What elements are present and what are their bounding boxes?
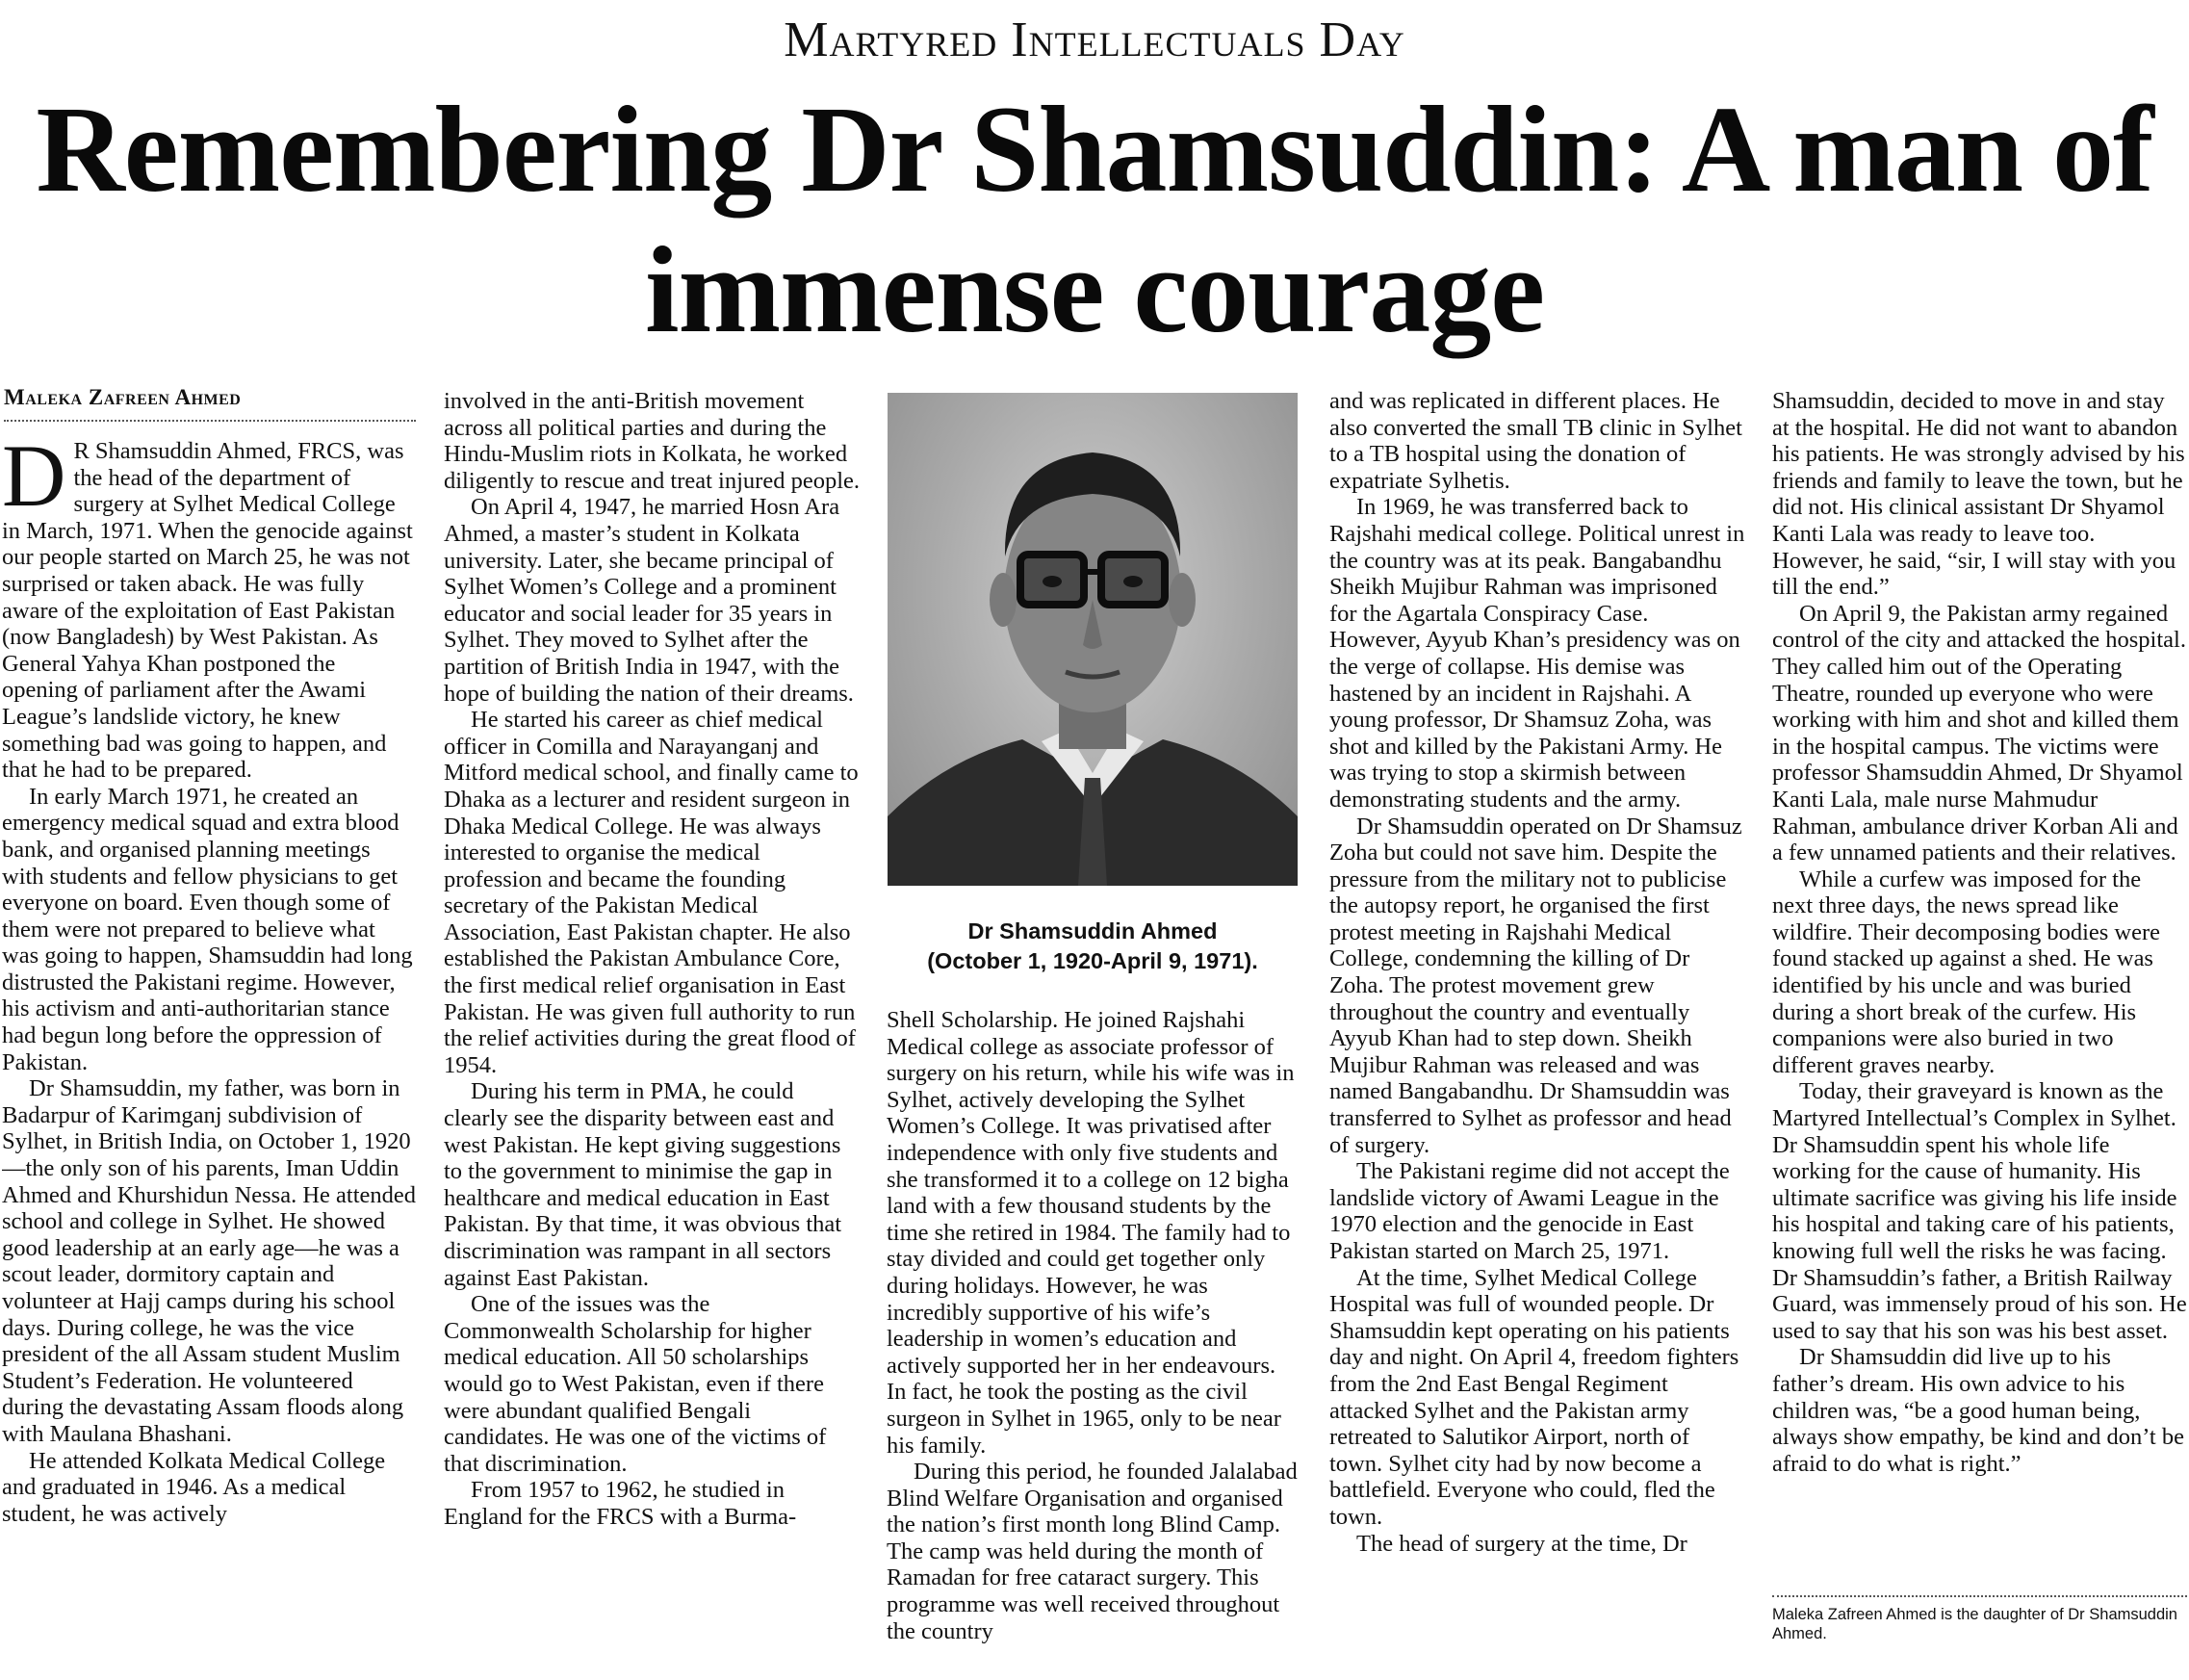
drop-cap: D <box>2 438 66 525</box>
paragraph: Dr Shamsuddin did live up to his father’s dream. His own advice to his children was, “be a good human being, always show empathy, be kind and don’t be afraid to do what is right.” <box>1772 1344 2184 1477</box>
paragraph: He attended Kolkata Medical College and graduated in 1946. As a medical student, he was actively <box>2 1447 386 1527</box>
paragraph: One of the issues was the Commonwealth Scholarship for higher medical education. All 50 scholarships would go to West Pakistan, even if there were abundant qualified Bengali candidates. He was one of the victims of that discrimination. <box>444 1291 827 1477</box>
paragraph: Dr Shamsuddin, my father, was born in Badarpur of Karimganj subdivision of Sylhet, in British India, on October 1, 1920—the only son of his parents, Iman Uddin Ahmed and Khurshidun Nessa. He attended school and college in Sylhet. He showed good leadership at an early age—he was a scout leader, dormitory captain and volunteer at Hajj camps during his school days. During college, he was the vice president of the all Assam student Muslim Student’s Federation. He volunteered during the devastating Assam floods along with Maulana Bhashani. <box>2 1075 416 1447</box>
paragraph: In 1969, he was transferred back to Rajshahi medical college. Political unrest in the country was at its peak. Bangabandhu Sheikh Mujibur Rahman was imprisoned for the Agartala Conspiracy Case. However, Ayyub Khan’s presidency was on the verge of collapse. His demise was hastened by an incident in Rajshahi. A young professor, Dr Shamsuz Zoha, was shot and killed by the Pakistani Army. He was trying to stop a skirmish between demonstrating students and the army. <box>1329 494 1745 813</box>
paragraph: Dr Shamsuddin operated on Dr Shamsuz Zoha but could not save him. Despite the pressure from the military not to publicise the autopsy report, he organised the first protest meeting in Rajshahi Medical College, condemning the killing of Dr Zoha. The protest movement grew throughout the country and eventually Ayyub Khan had to step down. Sheikh Mujibur Rahman was released and was named Bangabandhu. Dr Shamsuddin was transferred to Sylhet as professor and head of surgery. <box>1329 813 1742 1158</box>
caption-name: Dr Shamsuddin Ahmed <box>967 918 1218 943</box>
paragraph: While a curfew was imposed for the next three days, the news spread like wildfire. Their decomposing bodies were found stacked up against a shed. He was identified by his uncle and was buried during a short break of the curfew. His companions were also buried in two different graves nearby. <box>1772 866 2161 1078</box>
portrait-illustration <box>888 393 1298 886</box>
paragraph: The head of surgery at the time, Dr <box>1356 1530 1687 1557</box>
paragraph: Today, their graveyard is known as the Martyred Intellectual’s Complex in Sylhet. Dr Shamsuddin spent his whole life working for the cause of humanity. His ultimate sacrifice was giving his life inside his hospital and taking care of his patients, knowing full well the risks he was facing. Dr Shamsuddin’s father, a British Railway Guard, was immensely proud of his son. He used to say that his son was his best asset. <box>1772 1078 2187 1344</box>
article-column-2 <box>444 388 860 1680</box>
article-column-3 <box>887 1007 1299 1680</box>
headline: Remembering Dr Shamsuddin: A man of immense courage <box>36 81 2153 358</box>
photo-caption <box>888 917 1298 976</box>
paragraph: The Pakistani regime did not accept the landslide victory of Awami League in the 1970 election and the genocide in East Pakistan started on March 25, 1971. <box>1329 1158 1730 1264</box>
paragraph: On April 9, the Pakistan army regained control of the city and attacked the hospital. They called him out of the Operating Theatre, rounded up everyone who were working with him and shot and killed them in the hospital campus. The victims were professor Shamsuddin Ahmed, Dr Shyamol Kanti Lala, male nurse Mahmudur Rahman, ambulance driver Korban Ali and a few unnamed patients and their relatives. <box>1772 600 2186 866</box>
paragraph: During his term in PMA, he could clearly see the disparity between east and west Pakistan. He kept giving suggestions to the government to minimise the gap in healthcare and medical education in East Pakistan. By that time, it was obvious that discrimination was rampant in all sectors against East Pakistan. <box>444 1078 842 1291</box>
byline: Maleka Zafreen Ahmed <box>4 385 416 422</box>
article-column-1 <box>2 438 416 1680</box>
paragraph: Shamsuddin, decided to move in and stay at the hospital. He did not want to abandon his patients. He was strongly advised by his friends and family to leave the town, but he did not. His clinical assistant Dr Shyamol Kanti Lala was ready to leave too. However, he said, “sir, I will stay with you till the end.” <box>1772 388 2185 601</box>
paragraph: Shell Scholarship. He joined Rajshahi Medical college as associate professor of surgery on his return, while his wife was in Sylhet, actively developing the Sylhet Women’s College. It was privatised after independence with only five students and she transformed it to a college on 12 bigha land with a few thousand students by the time she retired in 1984. The family had to stay divided and could get together only during holidays. However, he was incredibly supportive of his wife’s leadership in women’s education and actively supported her in her endeavours. In fact, he took the posting as the civil surgeon in Sylhet in 1965, only to be near his family. <box>887 1007 1295 1459</box>
portrait-photo <box>888 393 1298 886</box>
paragraph: In early March 1971, he created an emergency medical squad and extra blood bank, and organised planning meetings with students and fellow physicians to get everyone on board. Even though some of them were not prepared to believe what was going to happen, Shamsuddin had long distrusted the Pakistani regime. However, his activism and anti-authoritarian stance had begun long before the oppression of Pakistan. <box>2 783 413 1075</box>
paragraph: From 1957 to 1962, he studied in England for the FRCS with a Burma- <box>444 1477 797 1530</box>
paragraph: involved in the anti-British movement across all political parties and during the Hindu-Muslim riots in Kolkata, he worked diligently to rescue and treat injured people. <box>444 388 860 494</box>
paragraph: On April 4, 1947, he married Hosn Ara Ahmed, a master’s student in Kolkata university. Later, she became principal of Sylhet Women’s College and a prominent educator and social leader for 35 years in Sylhet. They moved to Sylhet after the partition of British India in 1947, with the hope of building the nation of their dreams. <box>444 494 854 707</box>
paragraph: D R Shamsuddin Ahmed, FRCS, was the head of the department of surgery at Sylhet Medical College in March, 1971. When the genocide against our people started on March 25, he was not surprised or taken aback. He was fully aware of the exploitation of East Pakistan (now Bangladesh) by West Pakistan. As General Yahya Khan postponed the opening of parliament after the Awami League’s landslide victory, he knew something bad was going to happen, and that he had to be prepared. <box>2 438 413 784</box>
paragraph: At the time, Sylhet Medical College Hospital was full of wounded people. Dr Shamsuddin kept operating on his patients day and night. On April 4, freedom fighters from the 2nd East Bengal Regiment attacked Sylhet and the Pakistan army retreated to Salutikor Airport, north of town. Sylhet city had by now become a battlefield. Everyone who could, fled the town. <box>1329 1264 1739 1530</box>
caption-dates: (October 1, 1920-April 9, 1971). <box>927 948 1258 973</box>
paragraph: and was replicated in different places. He also converted the small TB clinic in Sylhet to a TB hospital using the donation of expatriate Sylhetis. <box>1329 388 1742 494</box>
author-note: Maleka Zafreen Ahmed is the daughter of Dr Shamsuddin Ahmed. <box>1772 1595 2187 1643</box>
section-kicker: Martyred Intellectuals Day <box>784 13 1405 67</box>
paragraph: During this period, he founded Jalalabad Blind Welfare Organisation and organised the nation’s first month long Blind Camp. The camp was held during the month of Ramadan for free cataract surgery. This programme was well received throughout the country <box>887 1459 1298 1644</box>
article-column-4 <box>1329 388 1745 1680</box>
article-column-5 <box>1772 388 2187 1591</box>
paragraph: He started his career as chief medical officer in Comilla and Narayanganj and Mitford medical school, and finally came to Dhaka as a lecturer and resident surgeon in Dhaka Medical College. He was always interested to organise the medical profession and became the founding secretary of the Pakistan Medical Association, East Pakistan chapter. He also established the Pakistan Ambulance Core, the first medical relief organisation in East Pakistan. He was given full authority to run the relief activities during the great flood of 1954. <box>444 707 859 1078</box>
